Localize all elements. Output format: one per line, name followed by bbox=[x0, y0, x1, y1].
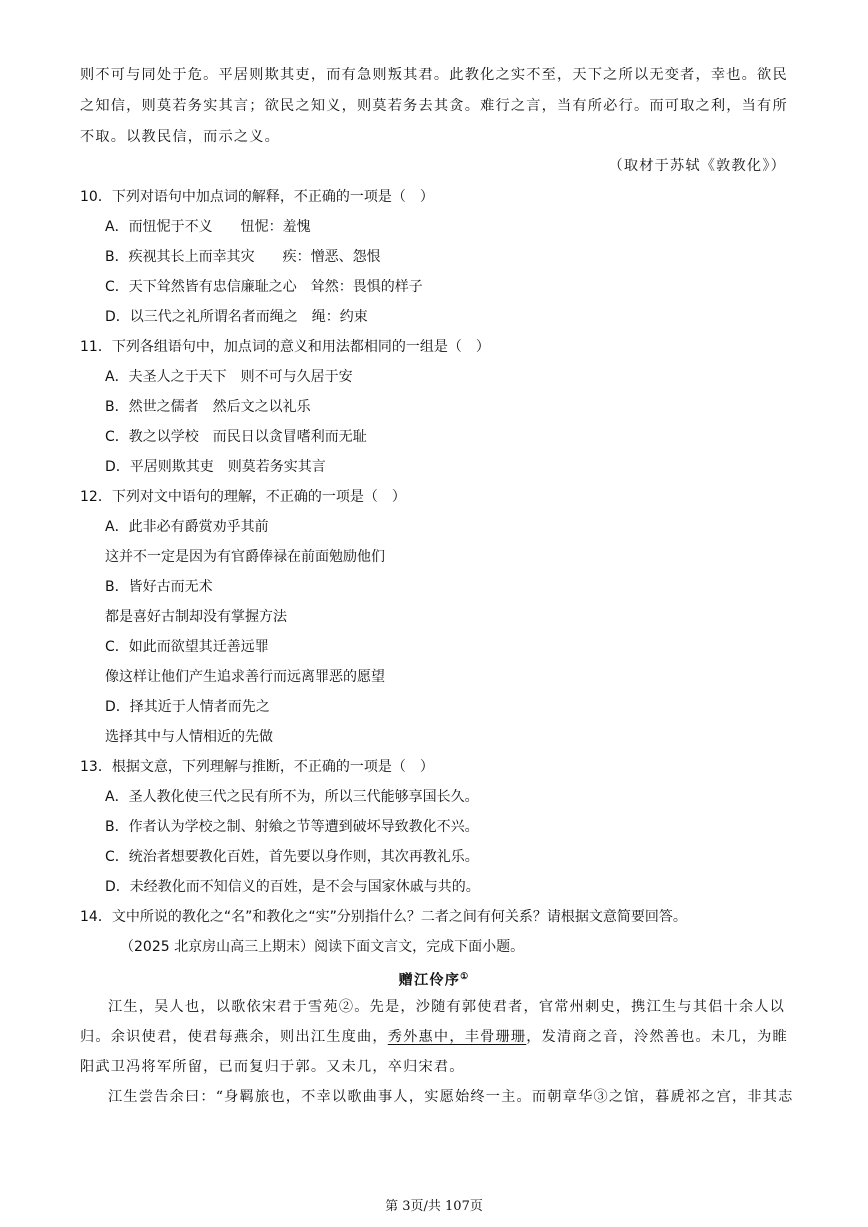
page-number: 第 3页/共 107页 bbox=[385, 1199, 483, 1214]
question-13-option-b: B．作者认为学校之制、射飨之节等遭到破坏导致教化不兴。 bbox=[105, 819, 479, 835]
question-10-option-a: A．而忸怩于不义 忸怩：羞愧 bbox=[105, 219, 311, 235]
essay-title-text: 赠江伶序 bbox=[398, 972, 461, 989]
question-12-option-c: C．如此而欲望其迁善远罪 bbox=[105, 639, 269, 655]
essay-title bbox=[0, 966, 868, 992]
question-12-option-c-translation: 像这样让他们产生追求善行而远离罪恶的愿望 bbox=[105, 669, 385, 685]
question-13-option-a: A．圣人教化使三代之民有所不为，所以三代能够享国长久。 bbox=[105, 789, 479, 805]
question-10-option-c: C．天下耸然皆有忠信廉耻之心 耸然：畏惧的样子 bbox=[105, 279, 423, 295]
question-13-option-d: D．未经教化而不知信义的百姓，是不会与国家休戚与共的。 bbox=[105, 879, 480, 895]
question-12-option-a-translation: 这并不一定是因为有官爵俸禄在前面勉励他们 bbox=[105, 549, 385, 565]
essay-line-2-a: 归。余识使君，使君每燕余，则出江生度曲， bbox=[80, 1029, 388, 1045]
question-12-option-b: B．皆好古而无术 bbox=[105, 579, 213, 595]
passage-line-2: 之知信，则莫若务实其言；欲民之知义，则莫若务去其贪。难行之言，当有所必行。而可取之利，当有所 bbox=[80, 98, 788, 114]
question-11-option-a: A．夫圣人之于天下 则不可与久居于安 bbox=[105, 369, 353, 385]
essay-line-2 bbox=[80, 1026, 788, 1048]
question-11-option-d: D．平居则欺其吏 则莫若务实其言 bbox=[105, 459, 326, 475]
question-10-option-d: D．以三代之礼所谓名者而绳之 绳：约束 bbox=[105, 309, 368, 325]
essay-line-2-b: ，发清商之音，泠然善也。未几，为睢 bbox=[526, 1029, 788, 1045]
question-11-option-b: B．然世之儒者 然后文之以礼乐 bbox=[105, 399, 311, 415]
section-intro: （2025 北京房山高三上期末）阅读下面文言文，完成下面小题。 bbox=[120, 939, 525, 955]
question-10-stem: 10．下列对语句中加点词的解释，不正确的一项是（ ） bbox=[80, 189, 434, 205]
question-11-stem: 11．下列各组语句中，加点词的意义和用法都相同的一组是（ ） bbox=[80, 339, 490, 355]
essay-underlined-phrase: 秀外惠中，丰骨珊珊 bbox=[387, 1029, 527, 1045]
question-12-option-b-translation: 都是喜好古制却没有掌握方法 bbox=[105, 609, 287, 625]
essay-line-1: 江生，吴人也，以歌依宋君于雪苑②。先是，沙随有郭使君者，官常州刺史，携江生与其侣十余人以 bbox=[108, 999, 786, 1015]
question-10-option-b: B．疾视其长上而幸其灾 疾：憎恶、怨恨 bbox=[105, 249, 381, 265]
question-12-stem: 12．下列对文中语句的理解，不正确的一项是（ ） bbox=[80, 489, 406, 505]
source-citation: （取材于苏轼《敦教化》） bbox=[608, 158, 786, 174]
essay-line-3: 阳武卫冯将军所留，已而复归于郭。又未几，卒归宋君。 bbox=[80, 1059, 465, 1075]
question-12-option-a: A．此非必有爵赏劝乎其前 bbox=[105, 519, 269, 535]
essay-title-footnote-mark: ① bbox=[460, 972, 470, 982]
passage-line-3: 不取。以教民信，而示之义。 bbox=[80, 129, 281, 145]
question-13-option-c: C．统治者想要教化百姓，首先要以身作则，其次再教礼乐。 bbox=[105, 849, 479, 865]
essay-line-4: 江生尝告余曰：“身羁旅也，不幸以歌曲事人，实愿始终一主。而朝章华③之馆，暮虒祁之宫，非其志 bbox=[108, 1089, 794, 1105]
question-12-option-d: D．择其近于人情者而先之 bbox=[105, 699, 270, 715]
question-14-stem: 14．文中所说的教化之“名”和教化之“实”分别指什么？二者之间有何关系？请根据文意简要回答。 bbox=[80, 909, 687, 925]
question-13-stem: 13．根据文意，下列理解与推断，不正确的一项是（ ） bbox=[80, 759, 434, 775]
question-11-option-c: C．教之以学校 而民日以贪冒嗜利而无耻 bbox=[105, 429, 367, 445]
question-12-option-d-translation: 选择其中与人情相近的先做 bbox=[105, 729, 273, 745]
passage-line-1: 则不可与同处于危。平居则欺其吏，而有急则叛其君。此教化之实不至，天下之所以无变者，幸也。欲民 bbox=[80, 67, 788, 83]
